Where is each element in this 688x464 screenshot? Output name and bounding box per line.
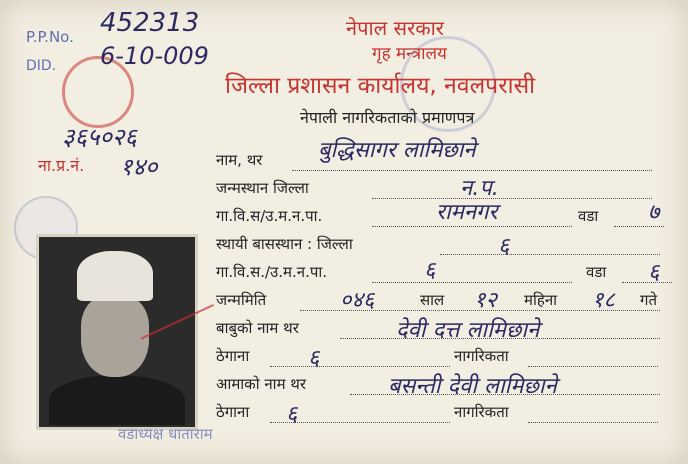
vdc2-value: ६ — [424, 258, 436, 283]
father-address-label: ठेगाना — [216, 347, 250, 365]
mother-citizenship-label: नागरिकता — [454, 403, 509, 421]
dob-day-value: १८ — [592, 288, 615, 313]
permanent-address-label: स्थायी बासस्थान : जिल्ला — [216, 235, 353, 253]
day-label: गते — [640, 291, 657, 309]
ward-chairman-stamp: वडाध्यक्ष धाताराम — [118, 425, 213, 443]
ward2-value: ६ — [648, 260, 660, 285]
certificate-title: नेपाली नागरिकताको प्रमाणपत्र — [300, 108, 475, 127]
mother-address-label: ठेगाना — [216, 403, 250, 421]
pp-label: P.P.No. — [26, 28, 74, 46]
father-citizenship-label: नागरिकता — [454, 347, 509, 365]
father-address-value: ६ — [308, 346, 320, 371]
month-label: महिना — [524, 291, 558, 309]
serial-number: ३६५०२६ — [62, 123, 137, 151]
vdc1-value: रामनगर — [436, 200, 498, 225]
did-date: 6-10-009 — [100, 42, 209, 70]
vdc1-label: गा.वि.स/उ.म.न.पा. — [216, 207, 323, 225]
vdc2-label: गा.वि.स./उ.म.न.पा. — [216, 263, 328, 281]
ward1-value: ७ — [648, 200, 660, 225]
ward2-label: वडा — [586, 263, 607, 281]
np-label: ना.प्र.नं. — [38, 156, 85, 175]
pp-number: 452313 — [100, 8, 200, 38]
ward1-label: वडा — [578, 207, 599, 225]
did-label: DID. — [26, 58, 57, 74]
ministry-title: गृह मन्त्रालय — [372, 44, 447, 64]
year-label: साल — [420, 291, 445, 309]
dob-label: जन्ममिति — [216, 291, 267, 309]
father-name-value: देवी दत्त लामिछाने — [396, 318, 540, 343]
father-name-label: बाबुको नाम थर — [216, 319, 299, 337]
birthplace-value: न.प. — [460, 176, 499, 201]
office-title: जिल्ला प्रशासन कार्यालय, नवलपरासी — [225, 73, 536, 99]
np-number: १४० — [120, 153, 158, 181]
mother-name-value: बसन्ती देवी लामिछाने — [388, 374, 557, 399]
dob-year-value: ०४६ — [340, 288, 375, 313]
mother-name-label: आमाको नाम थर — [216, 375, 307, 393]
name-label: नाम, थर — [216, 151, 263, 169]
government-title: नेपाल सरकार — [346, 16, 444, 40]
name-value: बुद्धिसागर लामिछाने — [318, 138, 476, 163]
birthplace-label: जन्मस्थान जिल्ला — [216, 179, 309, 197]
mother-address-value: ६ — [286, 402, 298, 427]
dob-month-value: १२ — [474, 288, 497, 313]
permanent-district-value: ६ — [498, 234, 510, 259]
